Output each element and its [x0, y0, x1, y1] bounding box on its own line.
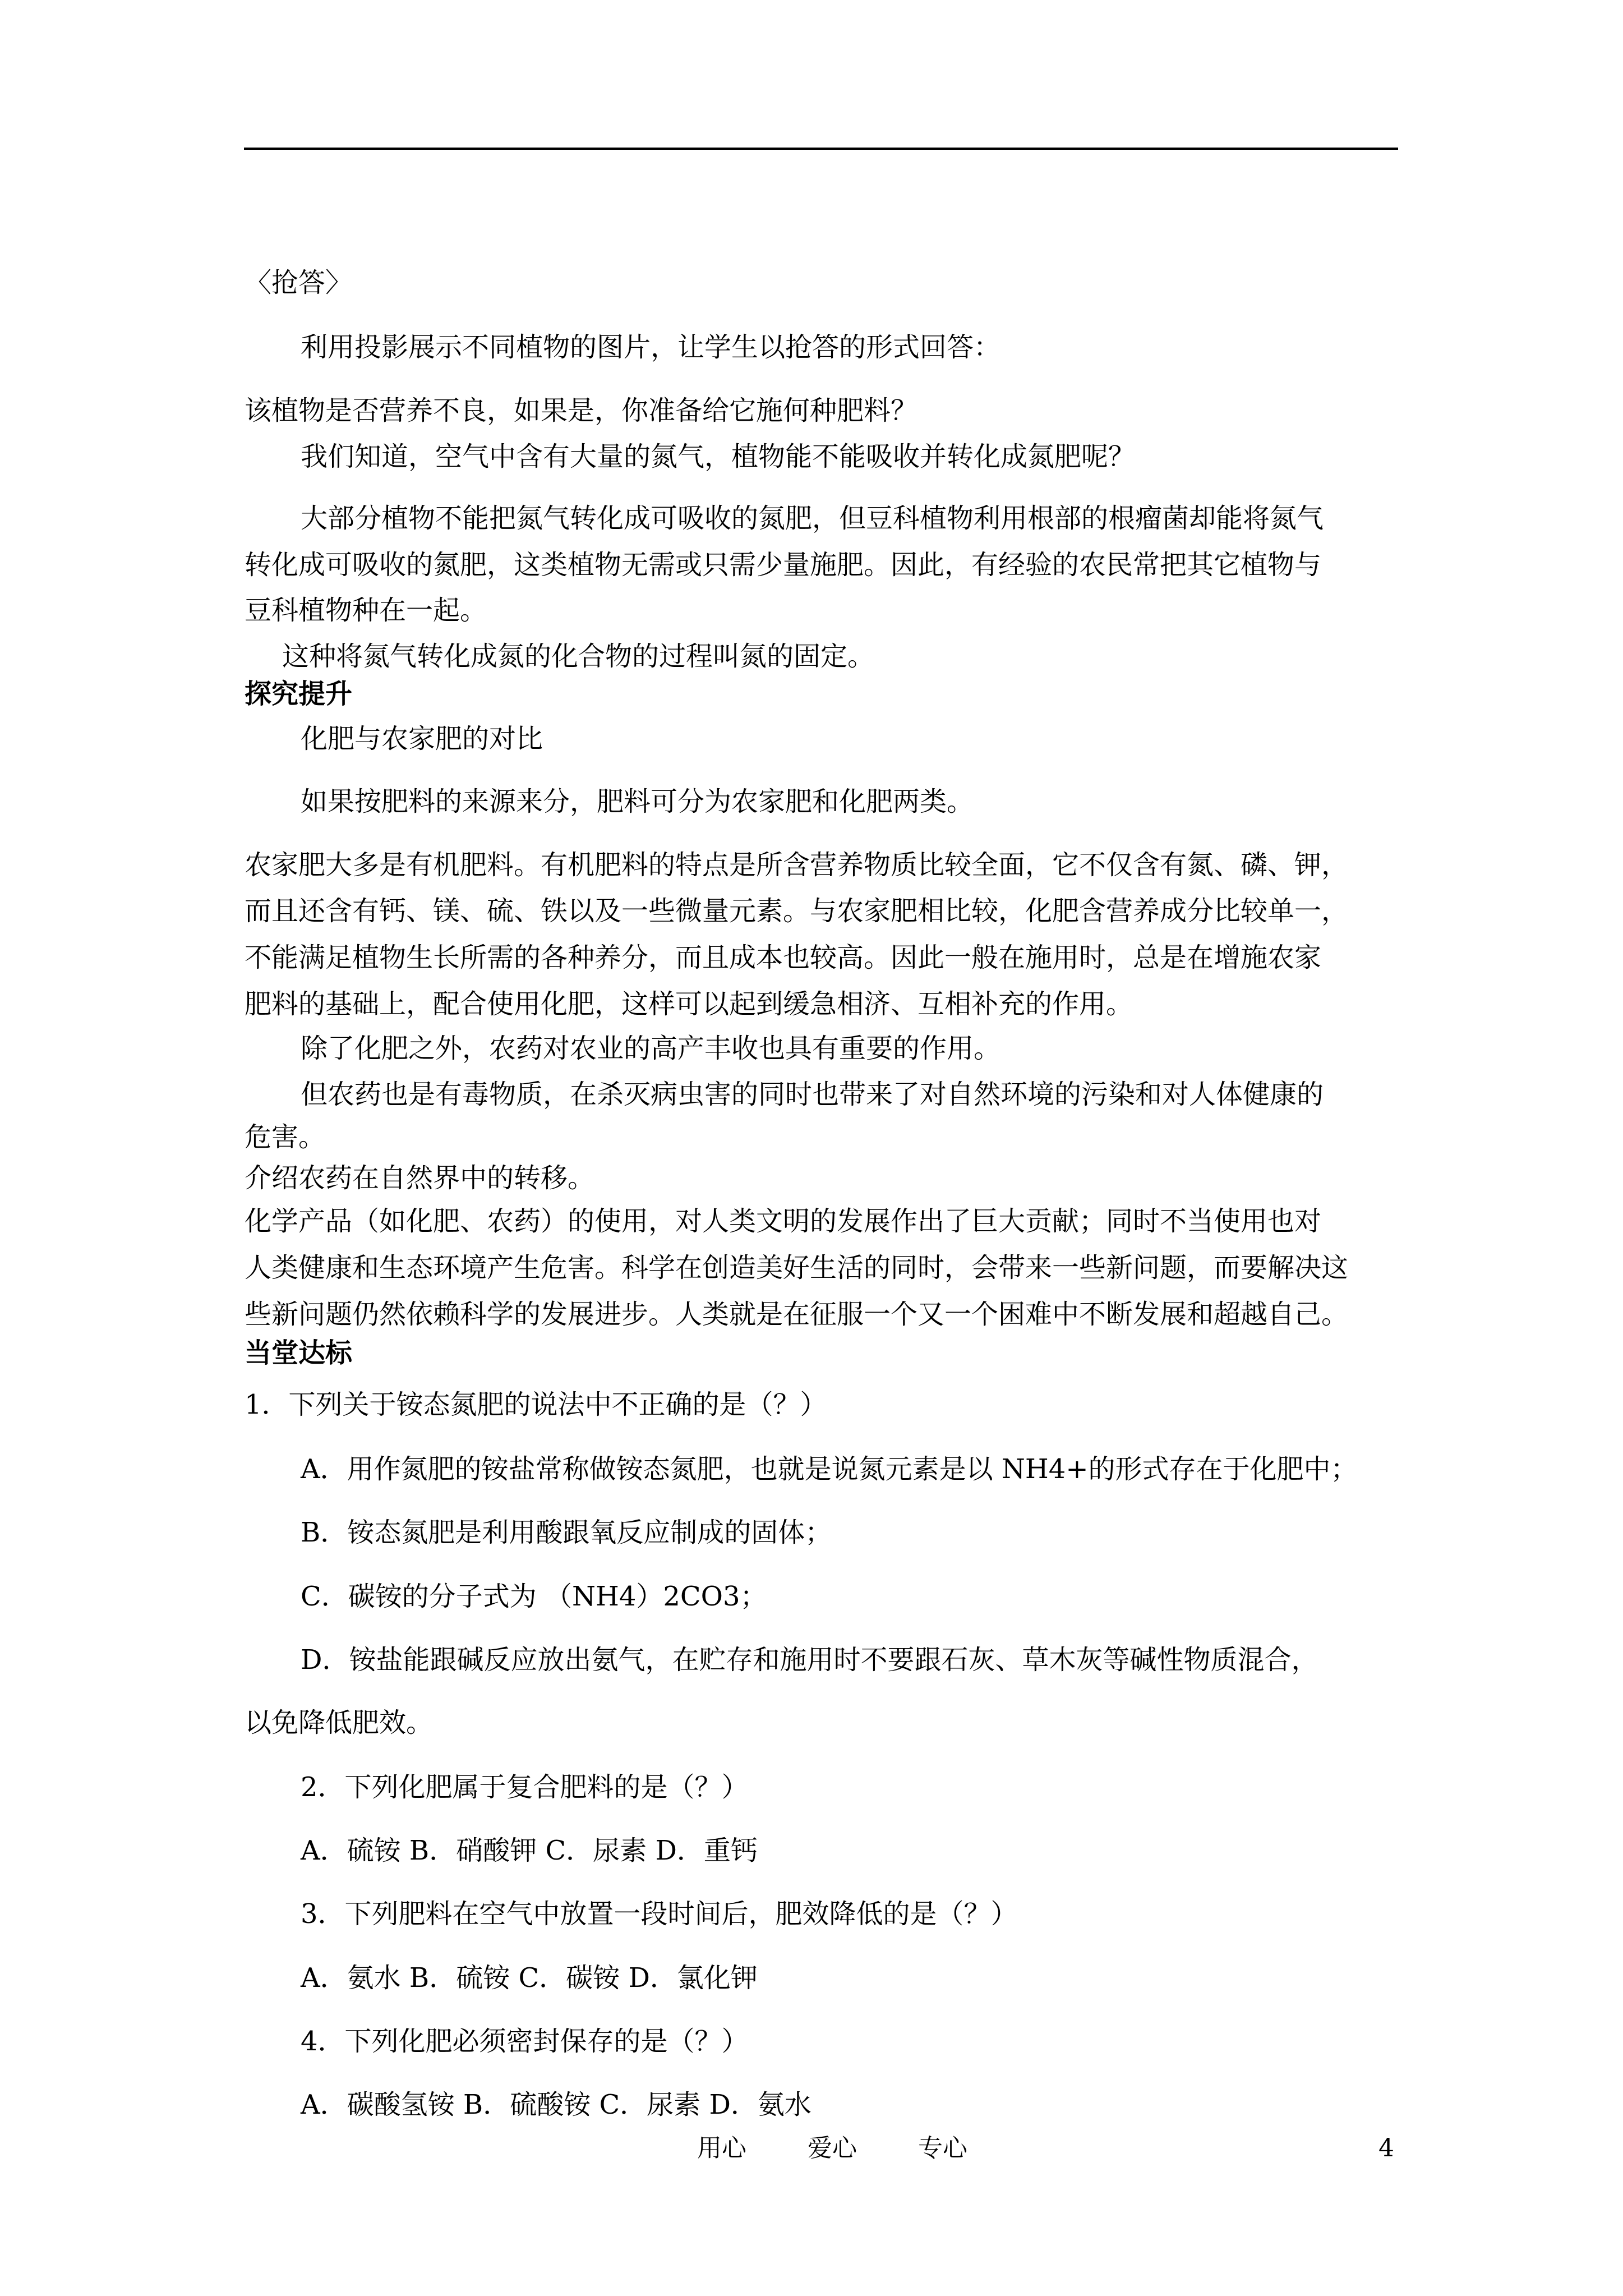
paragraph: 危害。: [245, 1121, 326, 1153]
question-option: C．碳铵的分子式为 （NH4）2CO3；: [301, 1581, 767, 1612]
paragraph: 人类健康和生态环境产生危害。科学在创造美好生活的同时，会带来一些新问题，而要解决这: [245, 1252, 1349, 1283]
paragraph: 些新问题仍然依赖科学的发展进步。人类就是在征服一个又一个困难中不断发展和超越自己。: [245, 1299, 1349, 1330]
question-options: A．硫铵 B．硝酸钾 C．尿素 D．重钙: [301, 1835, 758, 1866]
question: 3．下列肥料在空气中放置一段时间后，肥效降低的是（？）: [301, 1898, 1018, 1930]
paragraph: 不能满足植物生长所需的各种养分，而且成本也较高。因此一般在施用时，总是在增施农家: [245, 942, 1322, 973]
question-options: A．碳酸氢铵 B．硫酸铵 C．尿素 D．氨水: [301, 2089, 811, 2120]
question-option: D．铵盐能跟碱反应放出氨气，在贮存和施用时不要跟石灰、草木灰等碱性物质混合，: [301, 1644, 1318, 1676]
question: 2．下列化肥属于复合肥料的是（？）: [301, 1772, 749, 1803]
paragraph: 除了化肥之外，农药对农业的高产丰收也具有重要的作用。: [301, 1033, 1001, 1064]
paragraph: 利用投影展示不同植物的图片，让学生以抢答的形式回答：: [301, 332, 1001, 363]
paragraph: 我们知道，空气中含有大量的氮气，植物能不能吸收并转化成氮肥呢？: [301, 441, 1136, 472]
footer-motto: 用心: [697, 2134, 746, 2162]
section-label-qiangda: 〈抢答〉: [245, 267, 353, 298]
question-option: 以免降低肥效。: [245, 1707, 434, 1738]
paragraph: 转化成可吸收的氮肥，这类植物无需或只需少量施肥。因此，有经验的农民常把其它植物与: [245, 549, 1322, 581]
question: 4．下列化肥必须密封保存的是（？）: [301, 2026, 749, 2057]
header-rule: [244, 148, 1398, 150]
paragraph: 介绍农药在自然界中的转移。: [245, 1162, 595, 1194]
subheading: 化肥与农家肥的对比: [301, 723, 543, 754]
paragraph: 豆科植物种在一起。: [245, 595, 487, 626]
section-heading: 探究提升: [245, 678, 353, 710]
paragraph: 该植物是否营养不良，如果是，你准备给它施何种肥料？: [245, 395, 918, 426]
paragraph: 肥料的基础上，配合使用化肥，这样可以起到缓急相济、互相补充的作用。: [245, 988, 1133, 1020]
paragraph: 如果按肥料的来源来分，肥料可分为农家肥和化肥两类。: [301, 786, 974, 817]
section-heading: 当堂达标: [245, 1337, 353, 1369]
footer-motto: 专心: [918, 2134, 967, 2162]
paragraph: 而且还含有钙、镁、硫、铁以及一些微量元素。与农家肥相比较，化肥含营养成分比较单一，: [245, 895, 1349, 927]
question-option: B．铵态氮肥是利用酸跟氧反应制成的固体；: [301, 1517, 832, 1548]
paragraph: 这种将氮气转化成氮的化合物的过程叫氮的固定。: [282, 641, 875, 672]
paragraph: 但农药也是有毒物质，在杀灭病虫害的同时也带来了对自然环境的污染和对人体健康的: [301, 1079, 1324, 1110]
question-options: A．氨水 B．硫铵 C．碳铵 D．氯化钾: [301, 1962, 758, 1994]
question: 1．下列关于铵态氮肥的说法中不正确的是（？）: [245, 1389, 827, 1420]
paragraph: 农家肥大多是有机肥料。有机肥料的特点是所含营养物质比较全面，它不仅含有氮、磷、钾，: [245, 849, 1349, 881]
paragraph: 化学产品（如化肥、农药）的使用，对人类文明的发展作出了巨大贡献；同时不当使用也对: [245, 1205, 1322, 1237]
footer-motto: 爱心: [808, 2134, 857, 2162]
question-option: A．用作氮肥的铵盐常称做铵态氮肥，也就是说氮元素是以 NH4+的形式存在于化肥中；: [301, 1453, 1358, 1485]
page-number: 4: [1378, 2134, 1394, 2162]
paragraph: 大部分植物不能把氮气转化成可吸收的氮肥，但豆科植物利用根部的根瘤菌却能将氮气: [301, 503, 1324, 534]
